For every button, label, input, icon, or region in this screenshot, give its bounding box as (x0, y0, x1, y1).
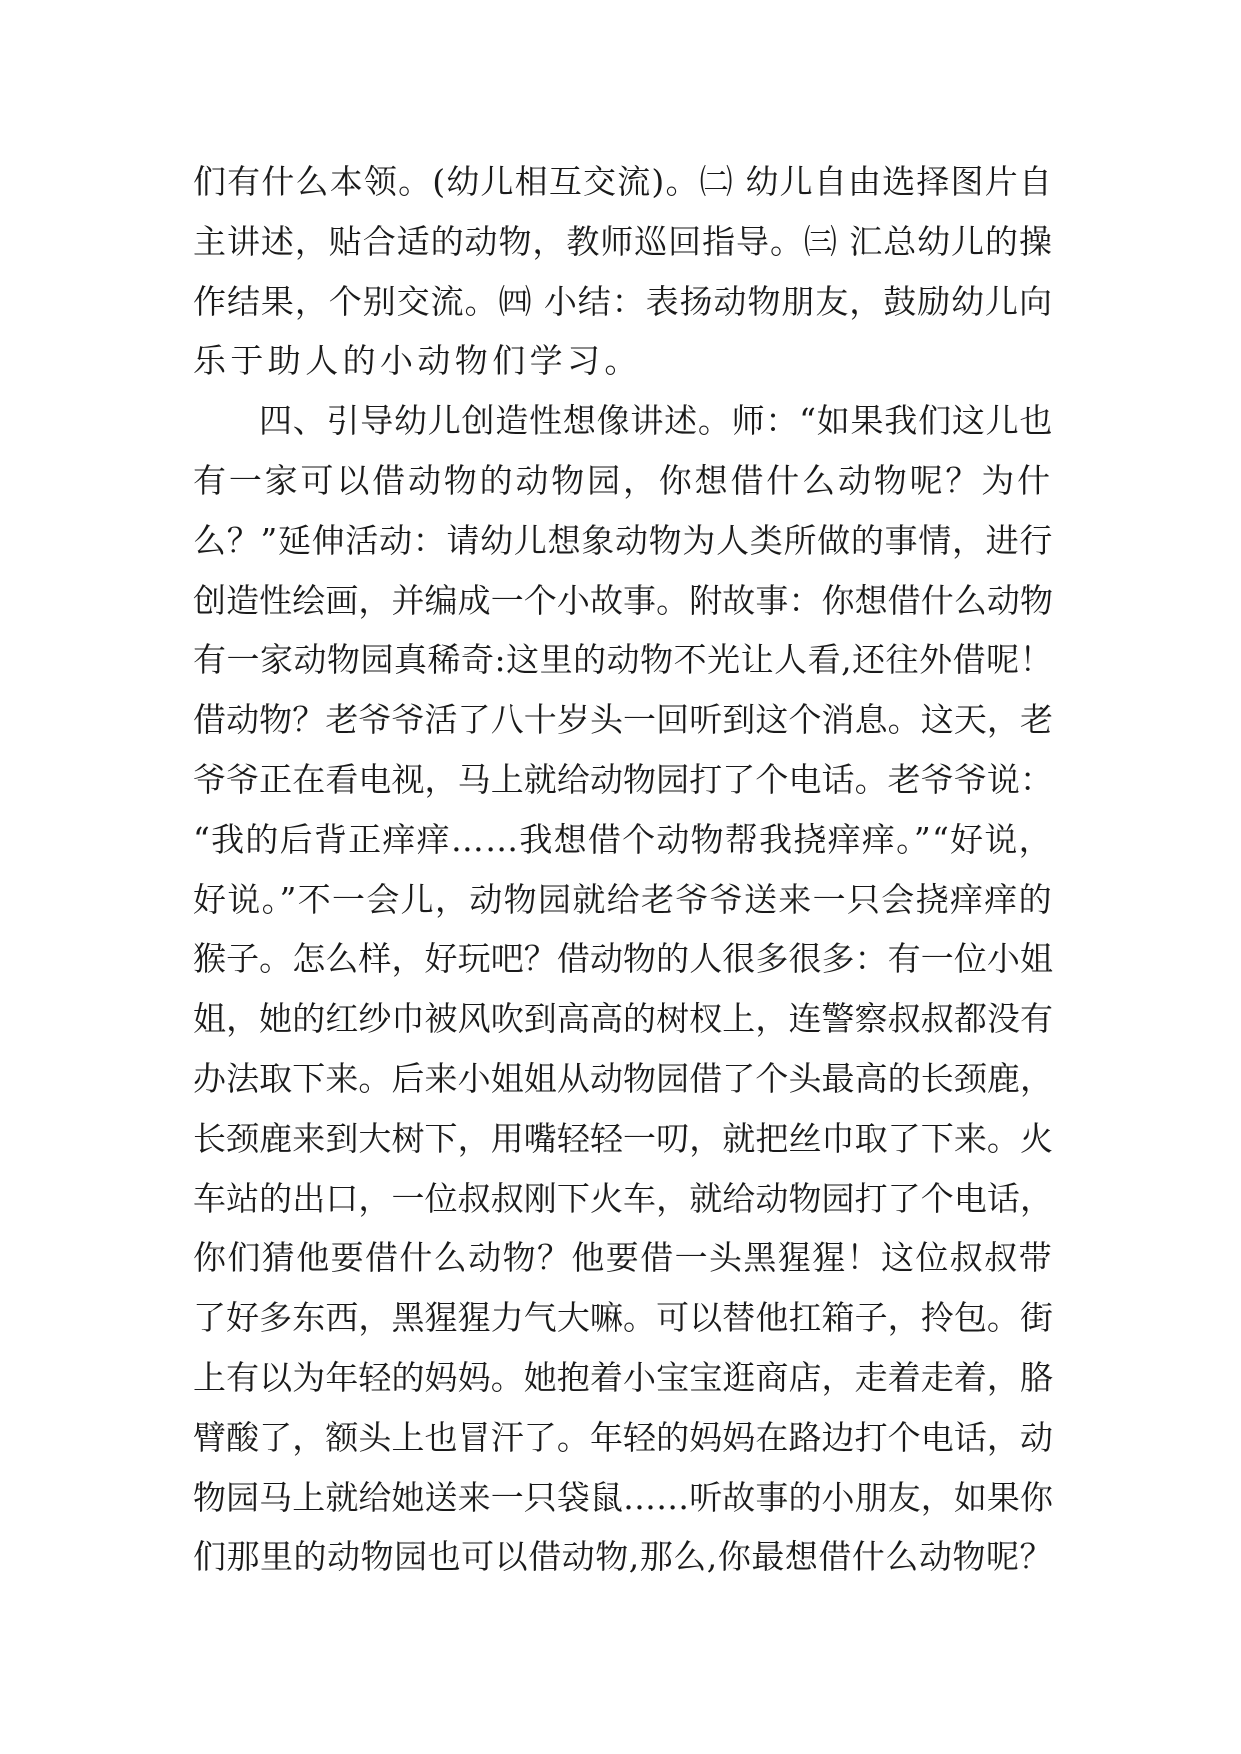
text-line: “我的后背正痒痒……我想借个动物帮我挠痒痒。”“好说， (193, 819, 1053, 859)
text-line: 了好多东西，黑猩猩力气大嘛。可以替他扛箱子，拎包。街 (193, 1298, 1054, 1338)
text-line: 么？”延伸活动：请幼儿想象动物为人类所做的事情，进行 (193, 520, 1054, 560)
text-line: 爷爷正在看电视，马上就给动物园打了个电话。老爷爷说： (193, 759, 1054, 799)
text-line: 有一家可以借动物的动物园，你想借什么动物呢？为什 (193, 460, 1053, 500)
text-line: 猴子。怎么样，好玩吧？借动物的人很多很多：有一位小姐 (193, 939, 1054, 979)
text-line: 们那里的动物园也可以借动物,那么,你最想借什么动物呢？ (193, 1537, 1054, 1577)
body-text (193, 152, 1053, 1587)
text-line: 们有什么本领。(幼儿相互交流)。㈡ 幼儿自由选择图片自 (193, 162, 1054, 201)
text-line: 作结果，个别交流。㈣ 小结：表扬动物朋友，鼓励幼儿向 (193, 281, 1053, 321)
text-line: 主讲述，贴合适的动物，教师巡回指导。㈢ 汇总幼儿的操 (193, 221, 1053, 261)
text-line: 上有以为年轻的妈妈。她抱着小宝宝逛商店，走着走着，胳 (193, 1357, 1054, 1397)
text-line: 物园马上就给她送来一只袋鼠……听故事的小朋友，如果你 (193, 1477, 1054, 1517)
text-line: 乐于助人的小动物们学习。 (193, 341, 642, 381)
text-line: 姐，她的红纱巾被风吹到高高的树杈上，连警察叔叔都没有 (193, 999, 1054, 1039)
text-line: 办法取下来。后来小姐姐从动物园借了个头最高的长颈鹿， (193, 1058, 1054, 1098)
text-line: 长颈鹿来到大树下，用嘴轻轻一叨，就把丝巾取了下来。火 (193, 1118, 1054, 1158)
text-line: 有一家动物园真稀奇:这里的动物不光让人看,还往外借呢！ (193, 640, 1054, 680)
text-line: 创造性绘画，并编成一个小故事。附故事：你想借什么动物 (193, 580, 1054, 620)
text-line: 臂酸了，额头上也冒汗了。年轻的妈妈在路边打个电话，动 (193, 1417, 1054, 1457)
text-line: 车站的出口，一位叔叔刚下火车，就给动物园打了个电话， (193, 1178, 1054, 1218)
text-line: 好说。”不一会儿，动物园就给老爷爷送来一只会挠痒痒的 (193, 879, 1053, 919)
text-line: 你们猜他要借什么动物？他要借一头黑猩猩！这位叔叔带 (193, 1238, 1053, 1278)
text-line: 四、引导幼儿创造性想像讲述。师：“如果我们这儿也 (259, 401, 1054, 441)
text-line: 借动物？老爷爷活了八十岁头一回听到这个消息。这天，老 (193, 700, 1054, 740)
